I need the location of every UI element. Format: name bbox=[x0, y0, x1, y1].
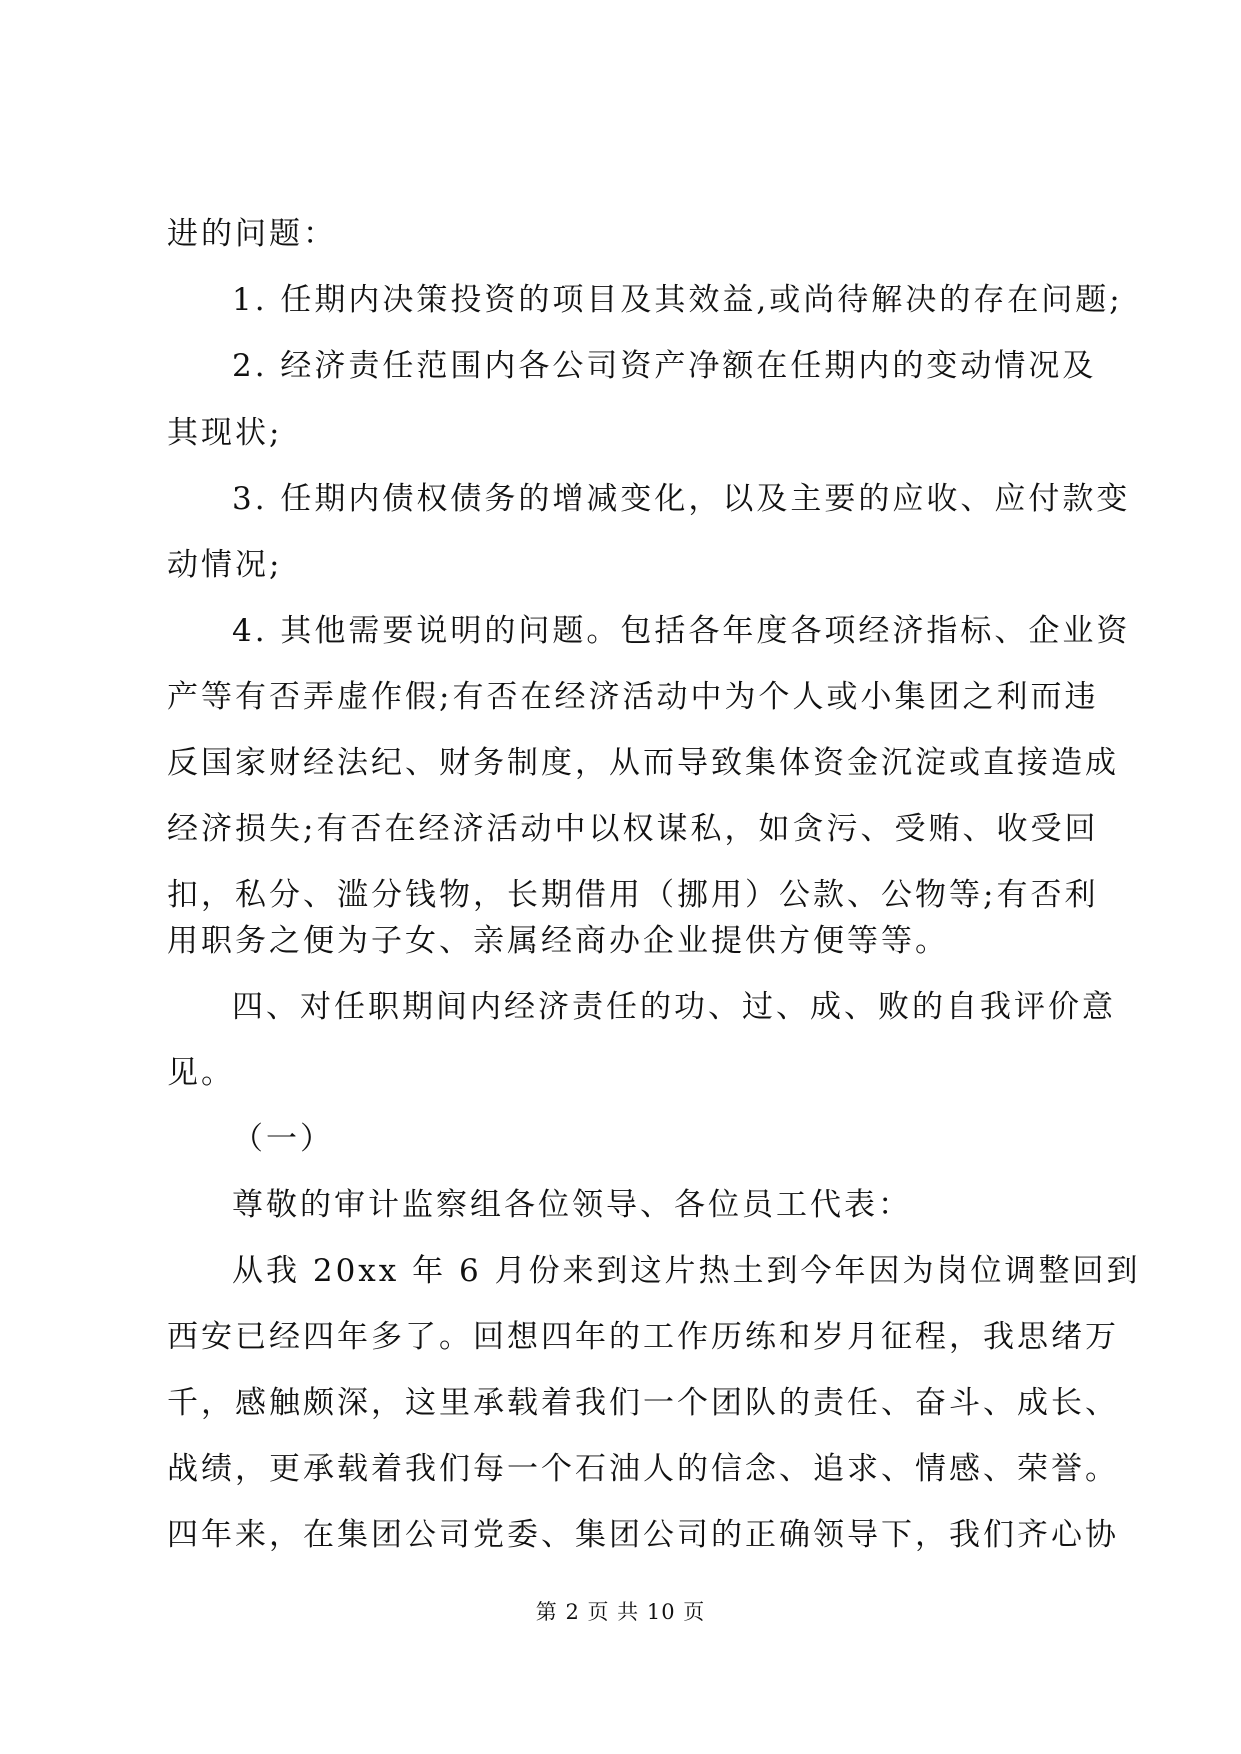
body-line: 战绩，更承载着我们每一个石油人的信念、追求、情感、荣誉。 bbox=[167, 1451, 1119, 1487]
page-footer: 第 2 页 共 10 页 bbox=[535, 1600, 706, 1624]
body-line: 千，感触颇深，这里承载着我们一个团队的责任、奋斗、成长、 bbox=[167, 1385, 1119, 1421]
body-line: 四、对任职期间内经济责任的功、过、成、败的自我评价意 bbox=[232, 989, 1116, 1025]
body-line: 四年来，在集团公司党委、集团公司的正确领导下，我们齐心协 bbox=[167, 1517, 1119, 1553]
body-line: 3. 任期内债权债务的增减变化，以及主要的应收、应付款变 bbox=[232, 481, 1131, 517]
section-heading: （一） bbox=[232, 1121, 334, 1157]
body-line: 用职务之便为子女、亲属经商办企业提供方便等等。 bbox=[167, 923, 949, 959]
body-line: 其现状; bbox=[167, 415, 283, 451]
salutation-line: 尊敬的审计监察组各位领导、各位员工代表： bbox=[232, 1187, 912, 1223]
body-line: 从我 20xx 年 6 月份来到这片热土到今年因为岗位调整回到 bbox=[232, 1253, 1141, 1289]
body-line: 扣，私分、滥分钱物，长期借用（挪用）公款、公物等;有否利 bbox=[167, 877, 1099, 913]
body-line: 经济损失;有否在经济活动中以权谋私，如贪污、受贿、收受回 bbox=[167, 811, 1099, 847]
body-line: 1. 任期内决策投资的项目及其效益,或尚待解决的存在问题; bbox=[232, 282, 1123, 318]
body-line: 2. 经济责任范围内各公司资产净额在任期内的变动情况及 bbox=[232, 348, 1097, 384]
body-line: 反国家财经法纪、财务制度，从而导致集体资金沉淀或直接造成 bbox=[167, 745, 1119, 781]
body-line: 见。 bbox=[167, 1055, 235, 1091]
body-line: 4. 其他需要说明的问题。包括各年度各项经济指标、企业资 bbox=[232, 613, 1131, 649]
body-line: 进的问题： bbox=[167, 216, 337, 252]
body-line: 西安已经四年多了。回想四年的工作历练和岁月征程，我思绪万 bbox=[167, 1319, 1119, 1355]
body-line: 动情况; bbox=[167, 547, 283, 583]
body-line: 产等有否弄虚作假;有否在经济活动中为个人或小集团之利而违 bbox=[167, 679, 1099, 715]
